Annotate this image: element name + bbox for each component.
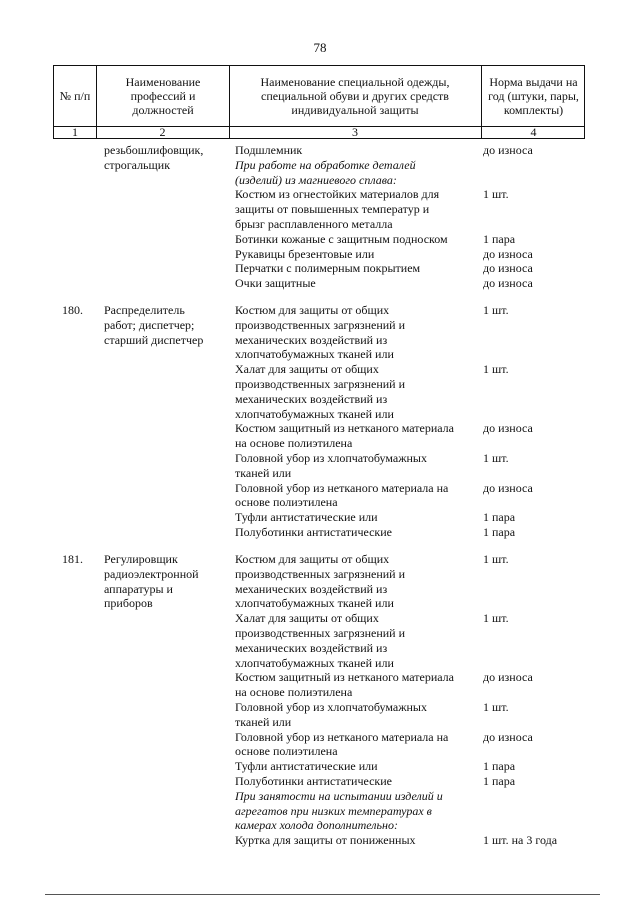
- entry-equipment-line: производственных загрязнений и: [235, 317, 406, 332]
- entry-profession-line: Распределитель: [104, 303, 185, 317]
- page-bottom-rule: [45, 894, 600, 895]
- entry-norm: 1 пара: [483, 510, 516, 525]
- entry-equipment-line: Халат для защиты от общих: [235, 362, 379, 377]
- entry-norm: 1 шт.: [483, 700, 509, 714]
- continued-entry-profession-line: резьбошлифовщик,: [104, 143, 204, 157]
- entry-norm: 1 пара: [483, 525, 516, 539]
- entry-section-note: камерах холода дополнительно:: [235, 818, 398, 833]
- entry-equipment-line: Костюм для защиты от общих: [235, 303, 390, 317]
- column-number-1: 1: [72, 125, 78, 139]
- continued-entry-norm: 1 пара: [483, 231, 516, 246]
- entry-norm: 1 пара: [483, 759, 516, 774]
- header-col-norm: Норма выдачи на год (штуки, пары, комплекты): [488, 75, 579, 117]
- entry-equipment-line: механических воздействий из: [235, 391, 388, 406]
- continued-entry-equipment-line: брызг расплавленного металла: [235, 217, 393, 231]
- continued-entry-section-note: При работе на обработке деталей: [235, 157, 416, 172]
- entry-norm: до износа: [483, 729, 533, 744]
- entry-norm: 1 шт.: [483, 611, 509, 626]
- entry-equipment-line: хлопчатобумажных тканей или: [235, 596, 394, 611]
- continued-entry-equipment-line: Очки защитные: [235, 276, 316, 291]
- entry-equipment-line: Головной убор из хлопчатобумажных: [235, 700, 427, 714]
- header-col-profession: Наименование профессий и должностей: [125, 75, 201, 117]
- entry-profession-line: старший диспетчер: [104, 332, 204, 347]
- entry-equipment-line: хлопчатобумажных тканей или: [235, 406, 394, 421]
- entry-equipment-line: Костюм для защиты от общих: [235, 552, 390, 566]
- entry-equipment-line: Туфли антистатические или: [235, 759, 378, 774]
- column-number-3: 3: [352, 125, 358, 139]
- continued-entry-norm: до износа: [483, 143, 533, 157]
- continued-entry-equipment-line: Перчатки с полимерным покрытием: [235, 261, 421, 276]
- continued-entry-section-note: (изделий) из магниевого сплава:: [235, 172, 397, 187]
- entry-number: 181.: [62, 552, 83, 566]
- entry-equipment-line: механических воздействий из: [235, 332, 388, 347]
- entry-equipment-line: Куртка для защиты от пониженных: [235, 833, 416, 848]
- entry-norm: 1 шт.: [483, 362, 509, 377]
- continued-entry-equipment-line: защиты от повышенных температур и: [235, 202, 430, 217]
- entry-equipment-line: механических воздействий из: [235, 640, 388, 655]
- entry-norm: до износа: [483, 670, 533, 685]
- continued-entry-norm: до износа: [483, 276, 533, 291]
- header-col-number: № п/п: [59, 89, 91, 103]
- entry-equipment-line: Халат для защиты от общих: [235, 611, 379, 626]
- entry-norm: до износа: [483, 421, 533, 436]
- continued-entry-norm: до износа: [483, 261, 533, 276]
- entry-equipment-line: Костюм защитный из нетканого материала: [235, 670, 454, 685]
- table-header: [53, 65, 585, 139]
- entry-norm: 1 шт.: [483, 451, 509, 465]
- entry-equipment-line: Головной убор из нетканого материала на: [235, 480, 449, 495]
- entry-norm: 1 шт.: [483, 552, 509, 566]
- entry-profession-line: работ; диспетчер;: [104, 317, 195, 332]
- entry-equipment-line: производственных загрязнений и: [235, 566, 406, 581]
- entry-equipment-line: основе полиэтилена: [235, 744, 338, 759]
- continued-entry-profession-line: строгальщик: [104, 157, 171, 172]
- entry-equipment-line: Туфли антистатические или: [235, 510, 378, 525]
- continued-entry-norm: до износа: [483, 246, 533, 261]
- entry-equipment-line: производственных загрязнений и: [235, 626, 406, 640]
- entry-equipment-line: основе полиэтилена: [235, 495, 338, 510]
- entry-equipment-line: Костюм защитный из нетканого материала: [235, 421, 454, 436]
- entry-equipment-line: на основе полиэтилена: [235, 436, 353, 451]
- page-number: 78: [313, 40, 327, 55]
- entry-equipment-line: Полуботинки антистатические: [235, 774, 393, 788]
- entry-equipment-line: на основе полиэтилена: [235, 685, 353, 700]
- entry-norm: 1 пара: [483, 774, 516, 788]
- entry-norm: до износа: [483, 480, 533, 495]
- entry-profession-line: аппаратуры и: [104, 581, 173, 596]
- entry-norm: 1 шт.: [483, 303, 509, 317]
- continued-entry-norm: 1 шт.: [483, 187, 509, 202]
- entry-profession-line: радиоэлектронной: [104, 566, 199, 581]
- entry-equipment-line: хлопчатобумажных тканей или: [235, 655, 394, 670]
- entry-equipment-line: Полуботинки антистатические: [235, 525, 393, 539]
- entry-profession-line: Регулировщик: [104, 552, 178, 566]
- continued-entry-equipment-line: Рукавицы брезентовые или: [235, 246, 375, 261]
- entry-number: 180.: [62, 303, 83, 317]
- continued-entry-equipment-line: Костюм из огнестойких материалов для: [235, 187, 440, 202]
- header-col-equipment: Наименование специальной одежды, специальной обуви и других средств индивидуальной защиты: [260, 75, 450, 117]
- entry-norm: 1 шт. на 3 года: [483, 833, 558, 848]
- entry-profession-line: приборов: [104, 596, 153, 611]
- entry-equipment-line: Головной убор из нетканого материала на: [235, 729, 449, 744]
- entry-equipment-line: тканей или: [235, 465, 292, 480]
- entry-equipment-line: хлопчатобумажных тканей или: [235, 347, 394, 362]
- column-number-4: 4: [530, 125, 537, 139]
- entry-equipment-line: механических воздействий из: [235, 581, 388, 596]
- column-number-2: 2: [159, 125, 166, 139]
- continued-entry-equipment-line: Подшлемник: [235, 143, 303, 157]
- entry-section-note: агрегатов при низких температурах в: [235, 803, 432, 818]
- continued-entry-equipment-line: Ботинки кожаные с защитным подноском: [235, 231, 448, 246]
- entry-equipment-line: производственных загрязнений и: [235, 377, 406, 391]
- entry-equipment-line: Головной убор из хлопчатобумажных: [235, 451, 427, 465]
- entry-equipment-line: тканей или: [235, 714, 292, 729]
- entry-section-note: При занятости на испытании изделий и: [235, 788, 443, 803]
